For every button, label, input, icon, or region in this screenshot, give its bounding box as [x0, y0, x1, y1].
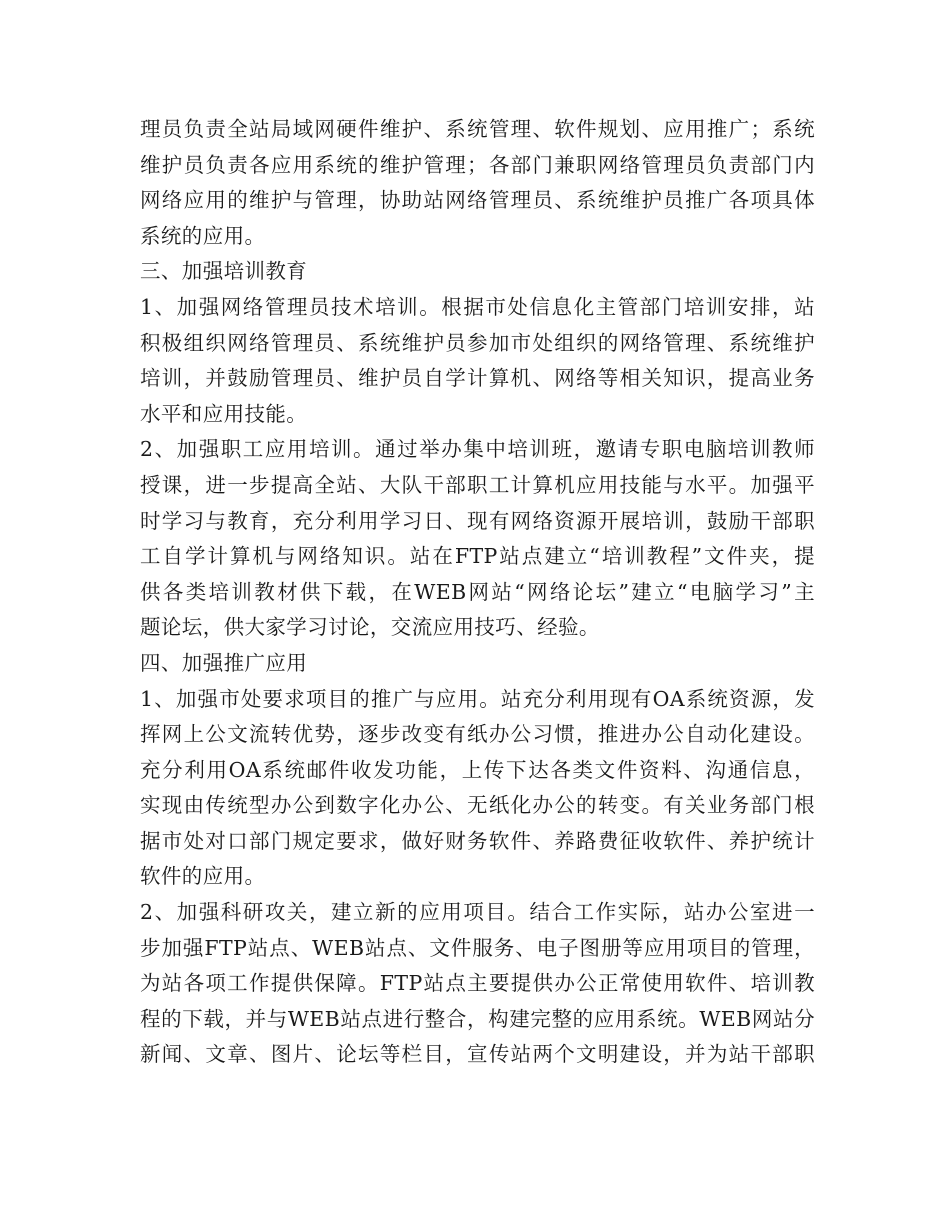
- text-line: 实现由传统型办公到数字化办公、无纸化办公的转变。有关业务部门根: [140, 793, 815, 818]
- text-line: 1、加强网络管理员技术培训。根据市处信息化主管部门培训安排，站: [140, 294, 815, 319]
- text-line: 题论坛，供大家学习讨论，交流应用技巧、经验。: [140, 615, 600, 640]
- text-line: 为站各项工作提供保障。FTP站点主要提供办公正常使用软件、培训教: [140, 971, 815, 996]
- text-line: 维护员负责各应用系统的维护管理；各部门兼职网络管理员负责部门内: [140, 152, 815, 177]
- text-line: 1、加强市处要求项目的推广与应用。站充分利用现有OA系统资源，发: [140, 686, 815, 711]
- text-line: 新闻、文章、图片、论坛等栏目，宣传站两个文明建设，并为站干部职: [140, 1042, 815, 1067]
- text-line: 培训，并鼓励管理员、维护员自学计算机、网络等相关知识，提高业务: [140, 366, 815, 391]
- text-line: 据市处对口部门规定要求，做好财务软件、养路费征收软件、养护统计: [140, 828, 815, 853]
- text-line: 2、加强职工应用培训。通过举办集中培训班，邀请专职电脑培训教师: [140, 437, 815, 462]
- document-body: [140, 112, 815, 1073]
- text-line: 充分利用OA系统邮件收发功能，上传下达各类文件资料、沟通信息，: [140, 757, 815, 782]
- text-line: 挥网上公文流转优势，逐步改变有纸办公习惯，推进办公自动化建设。: [140, 722, 815, 747]
- text-line: 系统的应用。: [140, 223, 266, 248]
- text-line: 理员负责全站局域网硬件维护、系统管理、软件规划、应用推广；系统: [140, 117, 815, 141]
- text-line: 网络应用的维护与管理，协助站网络管理员、系统维护员推广各项具体: [140, 188, 815, 213]
- text-line: 软件的应用。: [140, 864, 266, 889]
- text-line: 步加强FTP站点、WEB站点、文件服务、电子图册等应用项目的管理，: [140, 935, 815, 960]
- text-line: 积极组织网络管理员、系统维护员参加市处组织的网络管理、系统维护: [140, 330, 815, 355]
- section-heading: 三、加强培训教育: [140, 259, 308, 284]
- text-line: 2、加强科研攻关，建立新的应用项目。结合工作实际，站办公室进一: [140, 900, 815, 925]
- text-line: 程的下载，并与WEB站点进行整合，构建完整的应用系统。WEB网站分: [140, 1006, 815, 1031]
- section-heading: 四、加强推广应用: [140, 650, 308, 675]
- text-line: 授课，进一步提高全站、大队干部职工计算机应用技能与水平。加强平: [140, 472, 815, 497]
- text-line: 水平和应用技能。: [140, 401, 308, 426]
- text-line: 时学习与教育，充分利用学习日、现有网络资源开展培训，鼓励干部职: [140, 508, 815, 533]
- text-line: 工自学计算机与网络知识。站在FTP站点建立“培训教程”文件夹，提: [140, 544, 815, 569]
- text-line: 供各类培训教材供下载，在WEB网站“网络论坛”建立“电脑学习”主: [140, 579, 815, 604]
